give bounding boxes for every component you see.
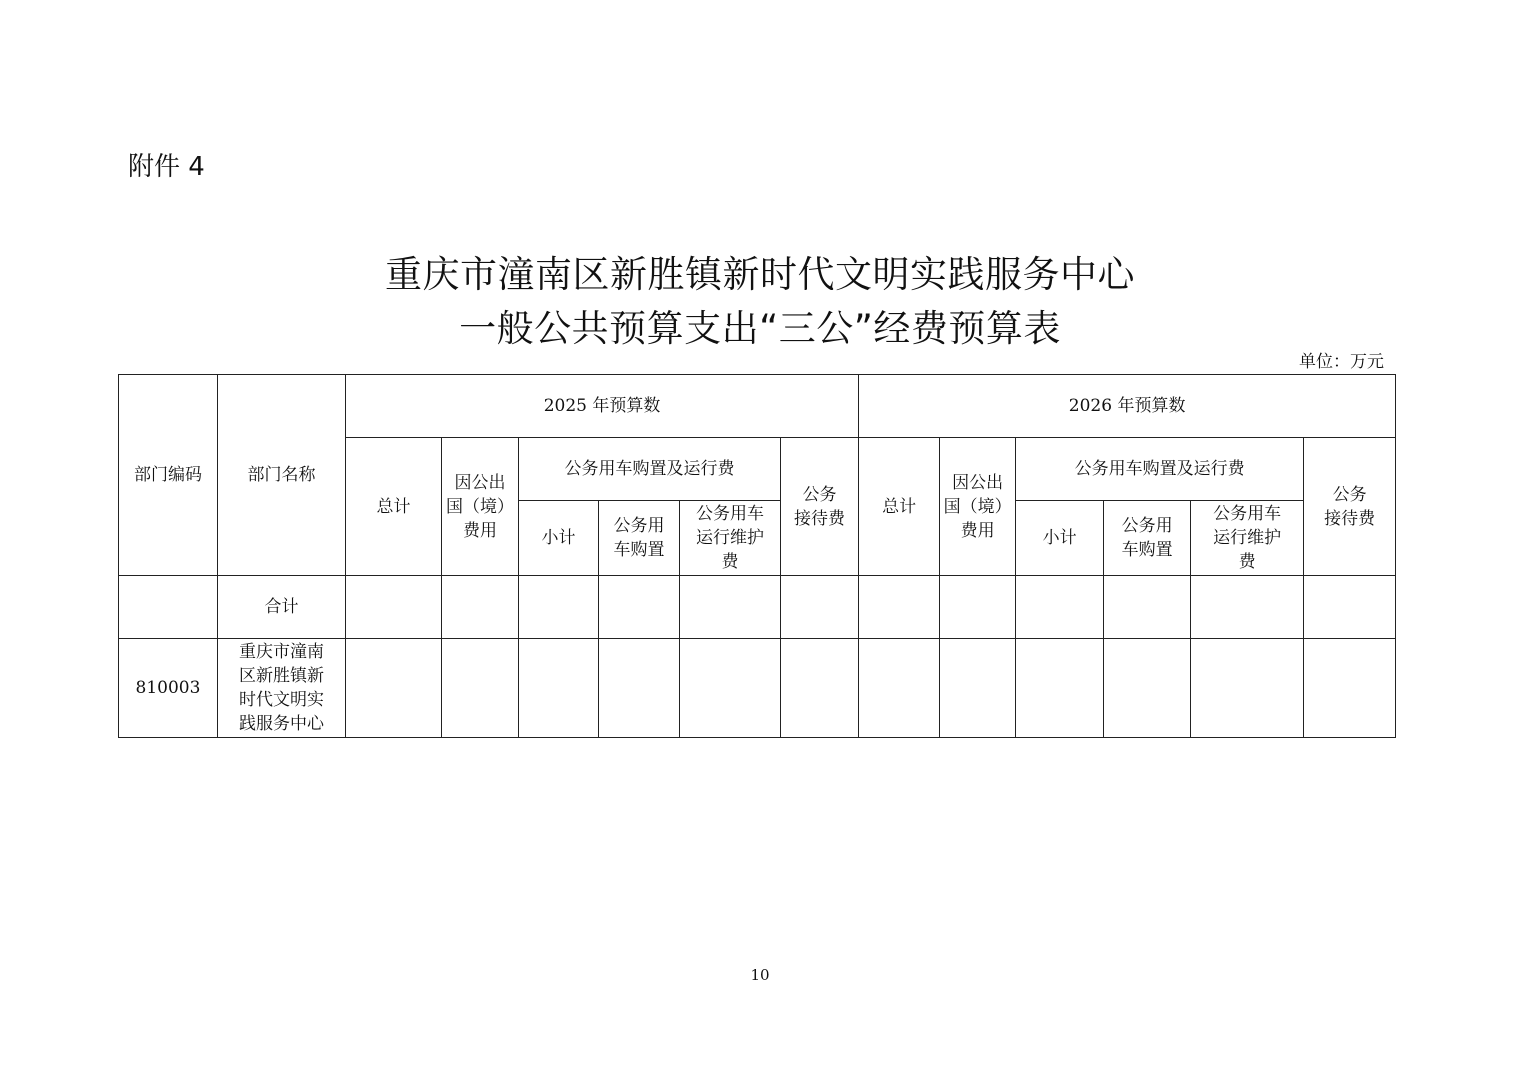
table-cell [519,576,599,639]
dept-row [119,639,1396,738]
table-cell [442,639,519,738]
table-cell [346,639,442,738]
total-2025-header: 总计 [346,438,442,576]
attachment-label: 附件 4 [128,152,205,182]
dept-code-header: 部门编码 [119,375,218,576]
total-row-code [119,576,218,639]
table-cell [781,576,859,639]
header-row-1 [119,375,1396,438]
subtotal-2026-header: 小计 [1016,501,1104,576]
vehicle-purchase-2026-header: 公务用 车购置 [1104,501,1191,576]
vehicle-purchase-2025-header: 公务用 车购置 [599,501,680,576]
total-row [119,576,1396,639]
table-cell [1304,639,1396,738]
dept-code: 810003 [119,639,218,738]
table-cell [1016,576,1104,639]
subtotal-2025-header: 小计 [519,501,599,576]
table-cell [1104,639,1191,738]
table-cell [1304,576,1396,639]
reception-2026-header: 公务 接待费 [1304,438,1396,576]
total-row-label: 合计 [218,576,346,639]
table-cell [346,576,442,639]
year-2025-header: 2025 年预算数 [346,375,859,438]
table-cell [1104,576,1191,639]
abroad-2026-header: 因公出 国（境） 费用 [940,438,1016,576]
table-cell [781,639,859,738]
table-cell [599,576,680,639]
table-cell [519,639,599,738]
abroad-2025-header: 因公出 国（境） 费用 [442,438,519,576]
vehicle-maintenance-2026-header: 公务用车 运行维护 费 [1191,501,1304,576]
page-title-line-1: 重庆市潼南区新胜镇新时代文明实践服务中心 [385,253,1135,296]
table-cell [1191,639,1304,738]
vehicle-2026-header: 公务用车购置及运行费 [1016,438,1304,501]
budget-table [118,374,1396,738]
table-cell [1016,639,1104,738]
total-2026-header: 总计 [859,438,940,576]
unit-label: 单位：万元 [1299,352,1384,372]
table-cell [442,576,519,639]
dept-name: 重庆市潼南 区新胜镇新 时代文明实 践服务中心 [218,639,346,738]
table-cell [599,639,680,738]
vehicle-2025-header: 公务用车购置及运行费 [519,438,781,501]
table-cell [859,639,940,738]
reception-2025-header: 公务 接待费 [781,438,859,576]
year-2026-header: 2026 年预算数 [859,375,1396,438]
table-cell [1191,576,1304,639]
page-title-line-2: 一般公共预算支出“三公”经费预算表 [459,307,1061,350]
table-cell [859,576,940,639]
table-cell [680,639,781,738]
page-number: 10 [750,966,770,984]
dept-name-header: 部门名称 [218,375,346,576]
table-cell [940,576,1016,639]
vehicle-maintenance-2025-header: 公务用车 运行维护 费 [680,501,781,576]
table-cell [680,576,781,639]
table-cell [940,639,1016,738]
